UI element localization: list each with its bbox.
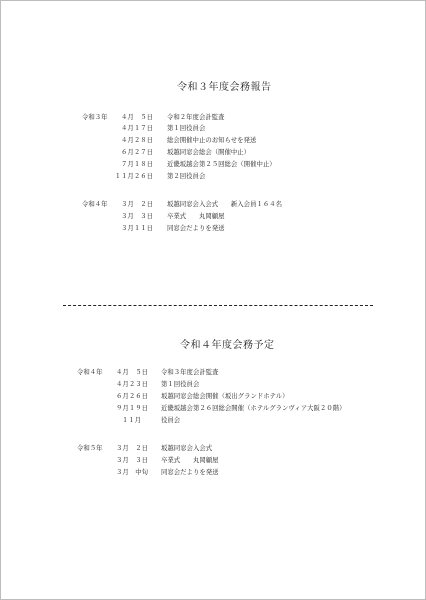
row-event: 第２回役員会 (167, 172, 206, 180)
row-event: 令和２年度会計監査 (167, 113, 225, 121)
row-event: 第１回役員会 (161, 380, 200, 388)
row-date: ４月 ５日 (121, 113, 153, 121)
row-date: ６月２６日 (116, 392, 148, 400)
row-date: ３月 ３日 (116, 456, 148, 464)
row-event: 坂越同窓会入会式 (161, 444, 213, 452)
row-event: 卒業式 丸岡顧屋 (161, 456, 219, 464)
row-era: 令和４年 (77, 368, 103, 376)
plan-row (1, 467, 426, 478)
row-date: １１月２６日 (114, 172, 153, 180)
row-date: ３月 ２日 (116, 444, 148, 452)
row-event: 坂越同窓会総会開催（坂出グランドホテル） (161, 392, 289, 400)
plan-title: 令和４年度会務予定 (180, 340, 275, 351)
section-divider (63, 305, 373, 306)
row-date: ９月１９日 (116, 404, 148, 412)
plan-row (1, 455, 426, 466)
row-era: 令和３年 (82, 113, 108, 121)
report-row (1, 223, 426, 234)
plan-row (1, 443, 426, 454)
row-date: １１月 (121, 416, 141, 424)
row-event: 卒業式 丸岡顧屋 (167, 212, 225, 220)
plan-row (1, 403, 426, 414)
row-date: ３月１１日 (121, 224, 153, 232)
row-event: 第１回役員会 (167, 124, 206, 132)
row-event: 役員会 (161, 416, 181, 424)
row-date: ３月 中旬 (116, 468, 148, 476)
row-date: ４月２８日 (121, 136, 153, 144)
report-row (1, 211, 426, 222)
report-row (1, 112, 426, 123)
row-event: 坂越同窓会総会（開催中止） (167, 148, 251, 156)
row-event: 同窓会だよりを発送 (167, 224, 225, 232)
plan-row (1, 391, 426, 402)
row-date: ６月２７日 (121, 148, 153, 156)
row-date: ４月２３日 (116, 380, 148, 388)
row-date: ３月 ２日 (121, 200, 153, 208)
report-row (1, 123, 426, 134)
report-row (1, 199, 426, 210)
row-era: 令和５年 (77, 444, 103, 452)
report-title: 令和３年度会務報告 (177, 82, 272, 93)
row-event: 近畿坂越会第２５回総会（開催中止） (167, 160, 276, 168)
plan-row (1, 367, 426, 378)
row-event: 令和３年度会計監査 (161, 368, 219, 376)
row-date: ７月１８日 (121, 160, 153, 168)
row-event: 近畿坂越会第２６回総会開催（ホテルグランヴィア大阪２０階） (161, 404, 346, 412)
report-row (1, 135, 426, 146)
row-date: ４月１７日 (121, 124, 153, 132)
report-row (1, 147, 426, 158)
row-era: 令和４年 (82, 200, 108, 208)
plan-row (1, 379, 426, 390)
report-row (1, 171, 426, 182)
report-row (1, 159, 426, 170)
row-date: ３月 ３日 (121, 212, 153, 220)
row-date: ４月 ５日 (116, 368, 148, 376)
plan-row (1, 415, 426, 426)
row-event: 総会開催中止のお知らせを発送 (167, 136, 257, 144)
row-event: 同窓会だよりを発送 (161, 468, 219, 476)
row-event: 坂越同窓会入会式 新入会員１６４名 (167, 200, 283, 208)
